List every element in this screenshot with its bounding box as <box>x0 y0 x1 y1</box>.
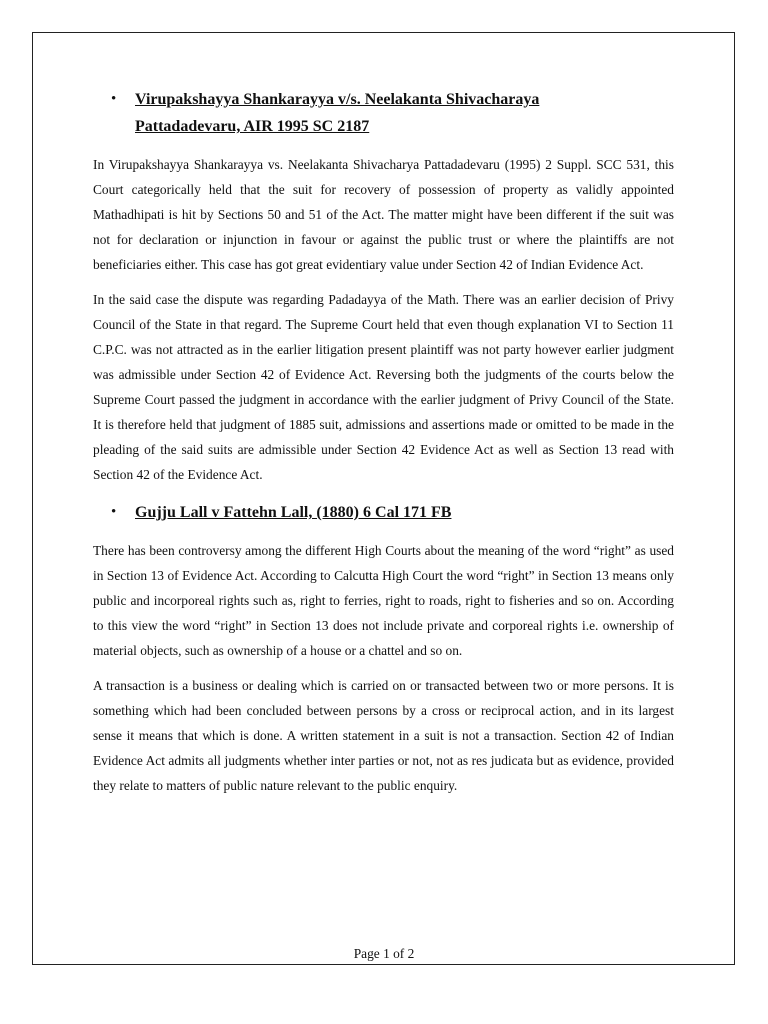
case-title <box>135 86 670 140</box>
paragraph: There has been controversy among the different High Courts about the meaning of the word “right” as used in Section 13 of Evidence Act. According to Calcutta High Court the word “right” in Section 13 means only public and incorporeal rights such as, right to ferries, right to roads, right to fisheries and so on. According to this view the word “right” in Section 13 does not include private and corporeal rights i.e. ownership of material objects, such as ownership of a house or a chattel and so on. <box>93 543 674 658</box>
paragraph: In the said case the dispute was regarding Padadayya of the Math. There was an earlier decision of Privy Council of the State in that regard. The Supreme Court held that even though explanation VI to Section 11 C.P.C. was not attracted as in the earlier litigation present plaintiff was not party however earlier judgment was admissible under Section 42 of Evidence Act. Reversing both the judgments of the courts below the Supreme Court passed the judgment in accordance with the earlier judgment of Privy Council of the State. It is therefore held that judgment of 1885 suit, admissions and assertions made or omitted to be made in the pleading of the said suits are admissible under Section 42 Evidence Act as well as Section 13 read with Section 42 of the Evidence Act. <box>93 292 674 482</box>
paragraph: In Virupakshayya Shankarayya vs. Neelakanta Shivacharya Pattadadevaru (1995) 2 Suppl. SCC 531, this Court categorically held that the suit for recovery of possession of property as validly appointed Mathadhipati is hit by Sections 50 and 51 of the Act. The matter might have been different if the suit was not for declaration or injunction in favour or against the public trust or where the plaintiffs are not beneficiaries either. This case has got great evidentiary value under Section 42 of Indian Evidence Act. <box>93 157 674 272</box>
case-heading-gujju-lall <box>93 499 674 526</box>
case-heading-virupakshayya <box>93 86 674 140</box>
paragraph: A transaction is a business or dealing which is carried on or transacted between two or more persons. It is something which had been concluded between persons by a cross or reciprocal action, and in its largest sense it means that which is done. A written statement in a suit is not a transaction. Section 42 of Indian Evidence Act admits all judgments whether inter parties or not, not as res judicata but as evidence, provided they relate to matters of public nature relevant to the public enquiry. <box>93 678 674 793</box>
bullet-icon: • <box>111 504 117 520</box>
bullet-icon: • <box>111 91 117 107</box>
case-title: Gujju Lall v Fattehn Lall, (1880) 6 Cal 171 FB <box>135 504 452 521</box>
case-title-line1: Virupakshayya Shankarayya v/s. Neelakanta Shivacharaya <box>135 91 540 108</box>
case-title-line2: Pattadadevaru, AIR 1995 SC 2187 <box>135 118 370 135</box>
document-body <box>93 86 674 798</box>
page-number: Page 1 of 2 <box>353 946 415 961</box>
